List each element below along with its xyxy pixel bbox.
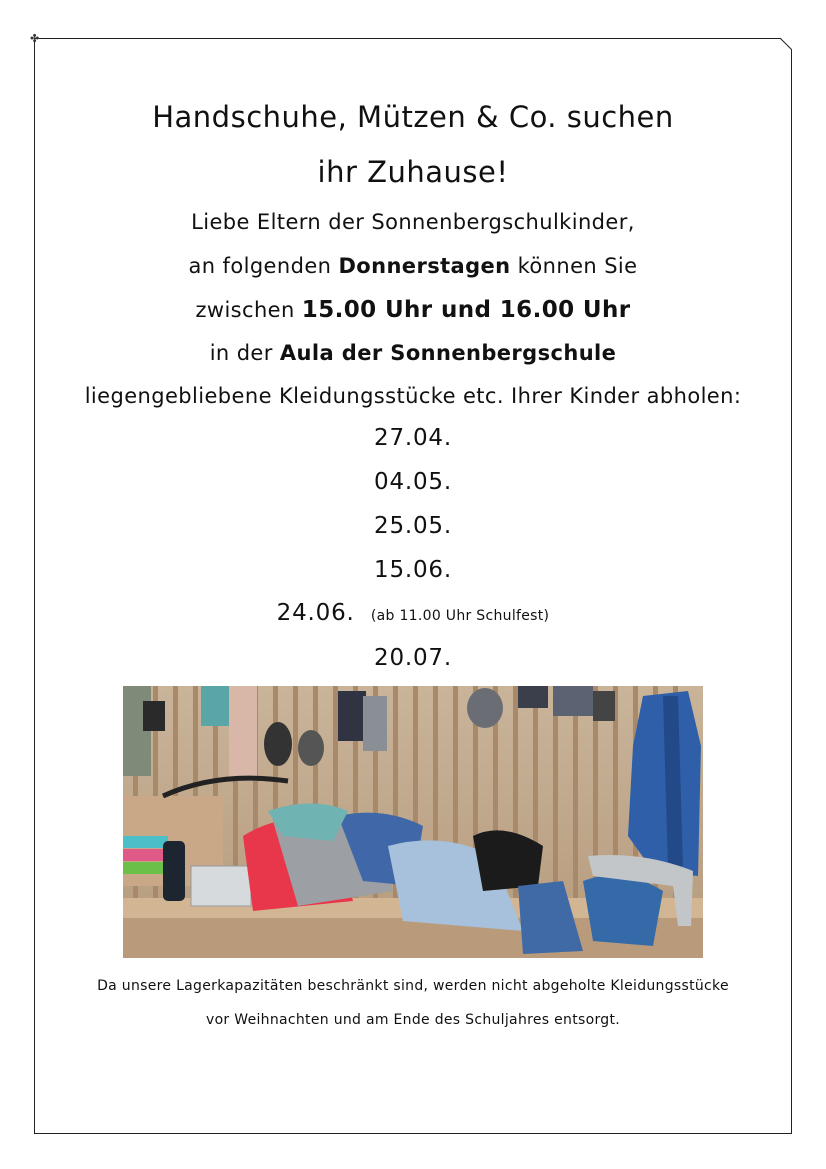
date-note: (ab 11.00 Uhr Schulfest): [370, 608, 550, 624]
heading-line-1: Handschuhe, Mützen & Co. suchen: [152, 100, 674, 134]
footer-line-1: Da unsere Lagerkapazitäten beschränkt sind, werden nicht abgeholte Kleidungsstücke: [97, 978, 729, 994]
lost-and-found-photo: [123, 686, 703, 958]
location-bold: Aula der Sonnenbergschule: [279, 341, 617, 365]
salutation: Liebe Eltern der Sonnenbergschulkinder,: [191, 210, 635, 234]
intro-line-3: zwischen 15.00 Uhr und 16.00 Uhr: [195, 297, 631, 323]
date-item: 25.05.: [374, 513, 452, 539]
donnerstagen-bold: Donnerstagen: [338, 254, 511, 278]
intro-line-2: an folgenden Donnerstagen können Sie: [188, 254, 638, 278]
page-corner-icon: [780, 38, 792, 50]
intro-line-4: in der Aula der Sonnenbergschule: [209, 341, 617, 365]
heading-line-2: ihr Zuhause!: [317, 155, 509, 189]
page-frame: [30, 32, 792, 1134]
date-item: 04.05.: [374, 469, 452, 495]
time-range-bold: 15.00 Uhr und 16.00 Uhr: [301, 297, 631, 323]
footer-line-2: vor Weihnachten und am Ende des Schuljahres entsorgt.: [205, 1012, 620, 1028]
date-item: 27.04.: [374, 425, 452, 451]
date-item: 15.06.: [374, 557, 452, 583]
intro-line-5: liegengebliebene Kleidungsstücke etc. Ihrer Kinder abholen:: [84, 384, 742, 408]
date-item-with-note: 24.06. (ab 11.00 Uhr Schulfest): [276, 600, 550, 626]
date-item: 20.07.: [374, 645, 452, 671]
pin-icon: ✤: [30, 32, 40, 45]
